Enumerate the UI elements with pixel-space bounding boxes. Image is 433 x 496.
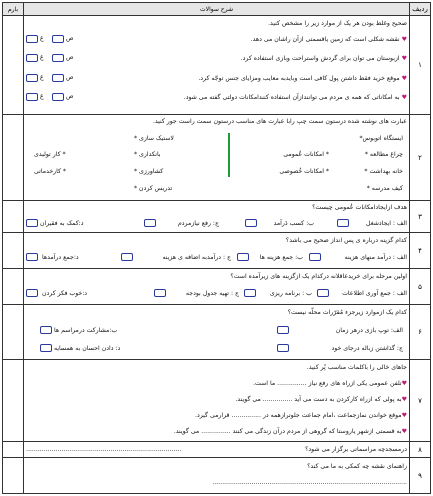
match-left-b-2: * کارخدماتی [34,168,67,175]
match-left-a-3: کشاورزی * [134,168,164,175]
option-d-label: د:خوب فکر کردن [42,290,88,297]
option-a-label: الف : درآمد منهای هزینه [344,254,407,261]
question-title: جاهای خالی را باکلمات مناسب پُر کنید. [306,364,407,371]
statement-4: ♥ به امکاناتی که همه ی مردم می توانندازآن استفاده کنندامکانات دولتی گفته می شود. [183,94,407,101]
false-checkbox[interactable] [26,74,38,82]
option-c-checkbox[interactable] [277,344,289,352]
true-label: ص [66,35,74,42]
option-c-checkbox[interactable] [144,219,156,227]
option-c-label: ج: رفع نیازمردم [177,220,219,227]
question-title: اولین مرحله برای خریدعاقلانه درکدام یک ازگزینه های زیرآمده است؟ [230,273,407,280]
false-label: غ [40,35,44,42]
option-a-checkbox[interactable] [277,326,289,334]
fill-blank-3: ♥موقع خواندن نمازجماعت ،امام جماعت جلوترازهمه در ............... قرارمی گیرد. [195,412,407,419]
fill-blank-1: ♥تلفن عمومی یکی ازراه های رفع نیاز ............... ما است. [253,380,407,387]
option-c-label: ج : درآمدبه اضافه ی هزینه [162,254,231,261]
option-c-checkbox[interactable] [154,289,166,297]
heart-bullet-icon: ♥ [401,380,407,387]
question-number: ۶ [409,305,430,359]
question-number: ۷ [409,360,430,441]
option-b-label: ب: جمع هزینه ها [259,254,303,261]
match-left-b-1: * کار تولیدی [34,151,66,158]
question-number: ۴ [409,233,430,268]
option-b-checkbox[interactable] [244,289,256,297]
option-b-label: ب: کسب دَرآمد [273,220,314,227]
question-2 [3,115,430,201]
question-9 [3,458,430,493]
divider-line [228,133,230,177]
question-number: ۸ [409,442,430,457]
false-checkbox[interactable] [26,54,38,62]
match-right-3: خانه بهداشت * [364,168,403,175]
option-c-checkbox[interactable] [121,253,133,261]
score-cell [3,269,24,304]
heart-bullet-icon: ♥ [401,94,407,101]
option-d-label: د:جمع درآمدها [42,254,79,261]
option-d-checkbox[interactable] [26,253,38,261]
score-cell [3,360,24,441]
question-5 [3,269,430,305]
score-cell [3,16,24,114]
true-label: ص [66,54,74,61]
false-checkbox[interactable] [26,93,38,101]
statement-3: ♥ موقع خرید فقط داشتن پول کافی است وبایدبه معایب ومزایای جنس توجّه کرد. [198,75,407,82]
option-a-checkbox[interactable] [317,289,329,297]
true-label: ص [66,93,74,100]
question-8 [3,442,430,458]
exam-sheet [2,2,431,494]
option-a-label: الف : جمع آوری اطلاعات [342,290,407,297]
heart-bullet-icon: ♥ [401,396,407,403]
option-c-label: ج : تهیه جدول بودجه [185,290,239,297]
match-right-4: کیف مدرسه * [366,185,403,192]
heart-bullet-icon: ♥ [401,36,407,43]
answer-line[interactable]: ................................................................................................... [212,479,407,486]
true-checkbox[interactable] [52,74,64,82]
match-left-a-2: بانکداری * [134,151,161,158]
question-text: درمسجدچه مراسماتی برگزار می شود؟ [305,446,407,453]
match-left-a-1: لاستیک سازی * [134,135,174,142]
option-d-checkbox[interactable] [26,289,38,297]
score-cell [3,458,24,493]
option-b-checkbox[interactable] [40,326,52,334]
option-d-checkbox[interactable] [40,344,52,352]
match-right-1: ایستگاه اتوبوس* [359,135,403,142]
fill-blank-2: ♥به پولی که ازراه کارکردن به دست می آید ............... می گویند. [235,396,407,403]
option-a-label: الف: توپ بازی درهر زمان [335,327,403,334]
question-7 [3,360,430,442]
question-title: صحیح وغلط بودن هر یک از موارد زیر را مشخص کنید. [268,20,407,27]
header-description-label: شرح سوالات [200,5,233,13]
header-row [3,3,430,16]
statement-2: ♥ ازبوستان می توان برای گردش واستراحت وبازی استفاده کرد. [240,55,407,62]
true-label: ص [66,74,74,81]
option-d-label: د: دادن احسان به همسایه [54,345,121,352]
score-cell [3,201,24,232]
score-cell [3,305,24,359]
true-checkbox[interactable] [52,35,64,43]
option-d-checkbox[interactable] [26,219,38,227]
question-6 [3,305,430,360]
option-a-checkbox[interactable] [337,219,349,227]
option-b-checkbox[interactable] [237,253,249,261]
header-row-label: ردیف [409,3,430,15]
score-cell [3,115,24,200]
false-label: غ [40,54,44,61]
question-1 [3,16,430,115]
true-checkbox[interactable] [52,54,64,62]
match-left-a-4: تدریس کردن * [134,185,173,192]
header-score-label: بارم [3,3,24,15]
question-number: ۱ [409,16,430,114]
option-b-label: ب : برنامه ریزی [269,290,312,297]
question-text: راهنمای نقشه چه کمکی به ما می کند؟ [307,463,407,470]
question-title: هدف ازایجادامکانات عُمومی چیست؟ [312,204,407,211]
option-d-label: د:کمک به فقیران [40,220,84,227]
heart-bullet-icon: ♥ [401,428,407,435]
option-a-label: الف : ایجادشغل [366,220,407,227]
fill-blank-4: ♥به قسمتی ازشهر یاروستا که گروهی از مردم درآن زندگی می کنند ............... می گویند. [173,428,407,435]
false-label: غ [40,74,44,81]
question-4 [3,233,430,269]
heart-bullet-icon: ♥ [401,75,407,82]
match-middle-2: * امکانات خُصوصی [279,168,329,175]
score-cell [3,442,24,457]
question-title: کدام یک ازموارد زیرجزء مُقرّرات محلّه نیست؟ [287,309,407,316]
false-label: غ [40,93,44,100]
option-b-checkbox[interactable] [245,219,257,227]
question-title: کدام گزینه درباره ی پس انداز صحیح می باشد؟ [285,237,407,244]
score-cell [3,233,24,268]
question-3 [3,201,430,233]
statement-1: ♥ نقشه شکلی است که زمین یاقسمتی ازآن راشان می دهد. [250,36,407,43]
question-title: عبارت های نوشته شده درستون سمت چپ رابا عبارت های مناسب درستون سمت راست جور کنید. [152,118,407,125]
false-checkbox[interactable] [26,35,38,43]
match-middle-1: * امکانات عُمومی [283,151,329,158]
match-right-2: چراغ مطالعه * [364,151,403,158]
heart-bullet-icon: ♥ [401,412,407,419]
option-a-checkbox[interactable] [309,253,321,261]
question-number: ۵ [409,269,430,304]
question-number: ۳ [409,201,430,232]
option-c-label: ج: گذاشتن زباله درجای خود [331,345,403,352]
question-number: ۹ [409,458,430,493]
answer-line[interactable]: ............................................................................... [26,446,182,453]
option-b-label: ب:مشارکت درمراسم ها [54,327,118,334]
true-checkbox[interactable] [52,93,64,101]
heart-bullet-icon: ♥ [401,55,407,62]
question-number: ۲ [409,115,430,200]
